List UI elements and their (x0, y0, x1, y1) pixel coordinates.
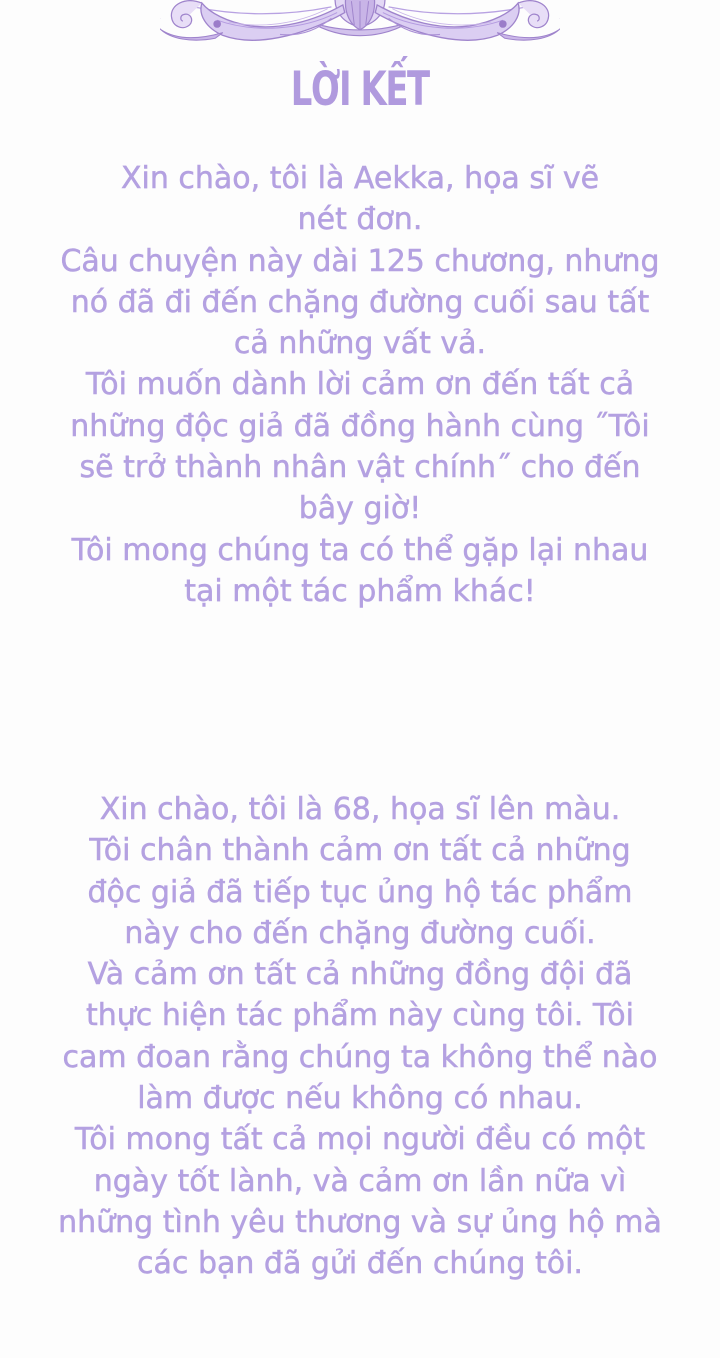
text-line: cam đoan rằng chúng ta không thể nào (62, 1039, 658, 1075)
text-line: tại một tác phẩm khác! (184, 573, 536, 609)
text-line: Xin chào, tôi là 68, họa sĩ lên màu. (99, 792, 621, 827)
page-title-text: LỜI KẾT (291, 62, 429, 117)
text-line: độc giả đã tiếp tục ủng hộ tác phẩm (87, 874, 633, 910)
text-line: thực hiện tác phẩm này cùng tôi. Tôi (86, 998, 634, 1034)
text-line: Tôi mong chúng ta có thể gặp lại nhau (71, 532, 649, 568)
text-line: Tôi chân thành cảm ơn tất cả những (89, 833, 631, 869)
text-line: nó đã đi đến chặng đường cuối sau tất (70, 284, 650, 320)
text-line: các bạn đã gửi đến chúng tôi. (137, 1246, 583, 1282)
text-line: Xin chào, tôi là Aekka, họa sĩ vẽ (120, 161, 600, 196)
text-line: Tôi muốn dành lời cảm ơn đến tất cả (85, 367, 635, 403)
text-line: Và cảm ơn tất cả những đồng đội đã (87, 957, 633, 993)
text-line: những tình yêu thương và sự ủng hộ mà (58, 1204, 662, 1240)
text-line: Tôi mong tất cả mọi người đều có một (74, 1122, 646, 1158)
text-line: những độc giả đã đồng hành cùng ˝Tôi (70, 408, 650, 444)
ornament-flourish-icon (160, 0, 560, 48)
text-line: cả những vất vả. (233, 326, 487, 362)
text-line: sẽ trở thành nhân vật chính˝ cho đến (79, 450, 641, 486)
text-line: bây giờ! (298, 491, 422, 527)
text-line: ngày tốt lành, và cảm ơn lần nữa vì (93, 1163, 627, 1199)
afterword-colorist-note (20, 789, 700, 1285)
text-line: nét đơn. (297, 202, 423, 238)
text-line: làm được nếu không có nhau. (137, 1081, 583, 1117)
text-line: này cho đến chặng đường cuối. (124, 915, 596, 951)
text-line: Câu chuyện này dài 125 chương, nhưng (60, 243, 660, 279)
afterword-artist-note (20, 158, 700, 612)
page-title (0, 62, 720, 117)
